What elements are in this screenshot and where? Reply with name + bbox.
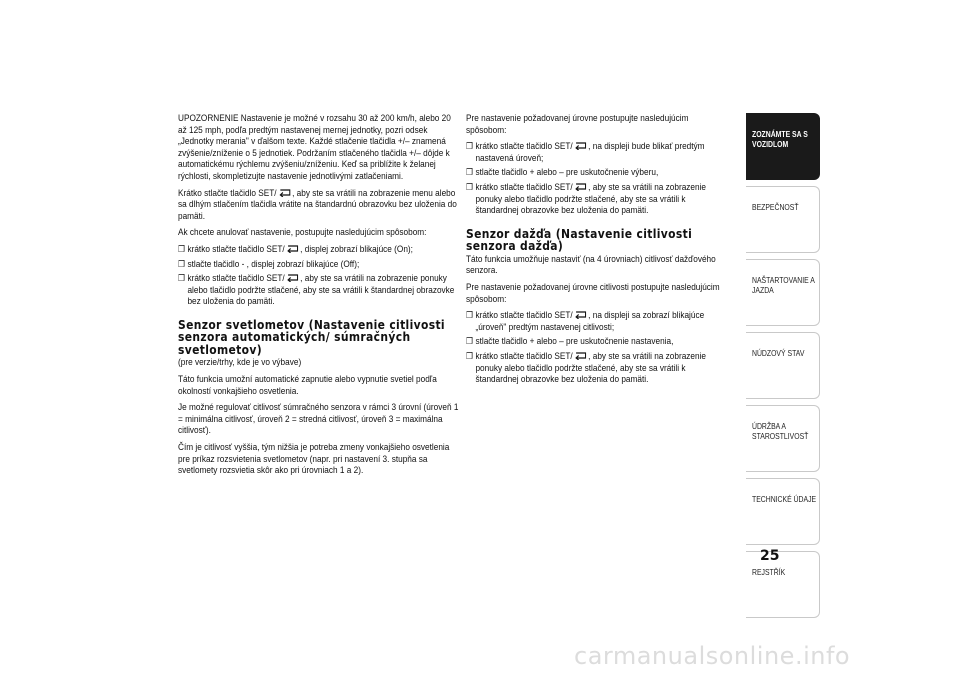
return-arrow-icon bbox=[573, 310, 588, 319]
section-subheading: (pre verzie/trhy, kde je vo výbave) bbox=[178, 357, 302, 369]
return-arrow-icon bbox=[277, 188, 292, 197]
watermark: carmanualsonline.info bbox=[574, 642, 851, 670]
section-heading: Senzor dažďa (Nastavenie citlivosti senzora dažďa) bbox=[466, 225, 693, 254]
section-heading: Senzor svetlometov (Nastavenie citlivosti senzora automatických/ súmračných svetlometov) bbox=[178, 316, 445, 357]
paragraph: Čím je citlivosť vyššia, tým nižšia je potreba zmeny vonkajšieho osvetlenia pre príkaz rozsvietenia svetlometov (napr. pri nastavení 3. stupňa sa svetlomety rozsvietia skôr ako pri úrovniach 1 a 2). bbox=[178, 441, 450, 477]
bullet-icon: ❒ bbox=[178, 273, 185, 284]
bullet-icon: ❒ bbox=[466, 310, 473, 321]
return-arrow-icon bbox=[573, 141, 588, 150]
bullet-icon: ❒ bbox=[466, 350, 473, 361]
bullet-icon: ❒ bbox=[466, 167, 473, 178]
tab-emergency[interactable]: NÚDZOVÝ STAV bbox=[746, 332, 820, 399]
paragraph: Ak chcete anulovať nastavenie, postupujte nasledujúcim spôsobom: bbox=[178, 227, 427, 239]
tab-index[interactable]: REJSTŘÍK bbox=[746, 551, 820, 618]
right-column bbox=[466, 113, 724, 389]
tab-maintenance[interactable]: ÚDRŽBA A STAROSTLIVOSŤ bbox=[746, 405, 820, 472]
tab-getting-to-know[interactable]: ZOZNÁMTE SA S VOZIDLOM bbox=[746, 113, 820, 180]
tab-safety[interactable]: BEZPEČNOSŤ bbox=[746, 186, 820, 253]
paragraph: Táto funkcia umožní automatické zapnutie alebo vypnutie svetiel podľa okolností vonkajšieho osvetlenia. bbox=[178, 374, 437, 397]
left-column bbox=[178, 113, 462, 482]
paragraph: Pre nastavenie požadovanej úrovne postupujte nasledujúcim spôsobom: bbox=[466, 113, 689, 136]
list-item: ❒ krátko stlačte tlačidlo SET/ , aby ste sa vrátili na zobrazenie ponuky alebo tlačidlo podržte stlačené, aby ste sa vrátili k štandardnej obrazovke bez uloženia do pamäti. bbox=[466, 350, 707, 386]
warning-paragraph: UPOZORNENIE Nastavenie je možné v rozsahu 30 až 200 km/h, alebo 20 až 125 mph, podľa predtým nastavenej mernej jednotky, pozri odsek „Jednotky merania" v ďalšom texte. Každé stlačenie tlačidla +/– znamená zvýšenie/zníženie o 5 jednotiek. Podržaním stlačeného tlačidla +/– dôjde k automatickému rýchlemu zvýšeniu/zníženiu. Keď sa priblížite k želanej rýchlosti, skompletizujte nastavenie jednotlivými zatlačeniami. bbox=[178, 113, 451, 182]
paragraph: Je možné regulovať citlivosť súmračného senzora v rámci 3 úrovní (úroveň 1 = minimálna citlivosť, úroveň 2 = stredná citlivosť, úroveň 3 = maximálna citlivosť). bbox=[178, 402, 459, 437]
paragraph: Krátko stlačte tlačidlo SET/ , aby ste sa vrátili na zobrazenie menu alebo sa dlhým stlačením tlačidla vrátite na štandardnú obrazovku bez uloženia do pamäti. bbox=[178, 187, 457, 222]
list-item: ❒ stlačte tlačidlo - , displej zobrazí blikajúce (Off); bbox=[178, 258, 360, 270]
page-number: 25 bbox=[760, 548, 780, 564]
bullet-icon: ❒ bbox=[178, 258, 185, 269]
list-item: ❒ krátko stlačte tlačidlo SET/ , aby ste sa vrátili na zobrazenie ponuky alebo tlačidlo podržte stlačené, aby ste sa vrátili k štandardnej obrazovke bez uloženia do pamäti. bbox=[466, 181, 707, 217]
bullet-icon: ❒ bbox=[466, 181, 473, 192]
tab-starting-driving[interactable]: NAŠTARTOVANIE A JAZDA bbox=[746, 259, 820, 326]
bullet-icon: ❒ bbox=[466, 141, 473, 152]
return-arrow-icon bbox=[285, 244, 300, 253]
paragraph: Táto funkcia umožňuje nastaviť (na 4 úrovniach) citlivosť dažďového senzora. bbox=[466, 253, 716, 277]
list-item: ❒ krátko stlačte tlačidlo SET/ , na displeji sa zobrazí blikajúce „úroveň" predtým nastavenej citlivosti; bbox=[466, 310, 705, 333]
tab-technical-data[interactable]: TECHNICKÉ ÚDAJE bbox=[746, 478, 820, 545]
paragraph: Pre nastavenie požadovanej úrovne citlivosti postupujte nasledujúcim spôsobom: bbox=[466, 281, 720, 305]
list-item: ❒ krátko stlačte tlačidlo SET/ , na displeji bude blikať predtým nastavená úroveň; bbox=[466, 141, 705, 164]
bullet-icon: ❒ bbox=[466, 336, 473, 347]
return-arrow-icon bbox=[573, 351, 588, 360]
list-item: ❒ stlačte tlačidlo + alebo – pre uskutočnenie výberu, bbox=[466, 167, 659, 179]
list-item: ❒ krátko stlačte tlačidlo SET/ , displej zobrazí blikajúce (On); bbox=[178, 243, 413, 255]
return-arrow-icon bbox=[285, 273, 300, 282]
return-arrow-icon bbox=[573, 182, 588, 191]
bullet-icon: ❒ bbox=[178, 243, 185, 254]
chapter-tabs bbox=[746, 113, 820, 624]
list-item: ❒ krátko stlačte tlačidlo SET/ , aby ste sa vrátili na zobrazenie ponuky alebo tlačidlo podržte stlačené, aby ste sa vrátili k štandardnej obrazovke bez uloženia do pamäti. bbox=[178, 273, 455, 308]
list-item: ❒ stlačte tlačidlo + alebo – pre uskutočnenie nastavenia, bbox=[466, 336, 674, 348]
